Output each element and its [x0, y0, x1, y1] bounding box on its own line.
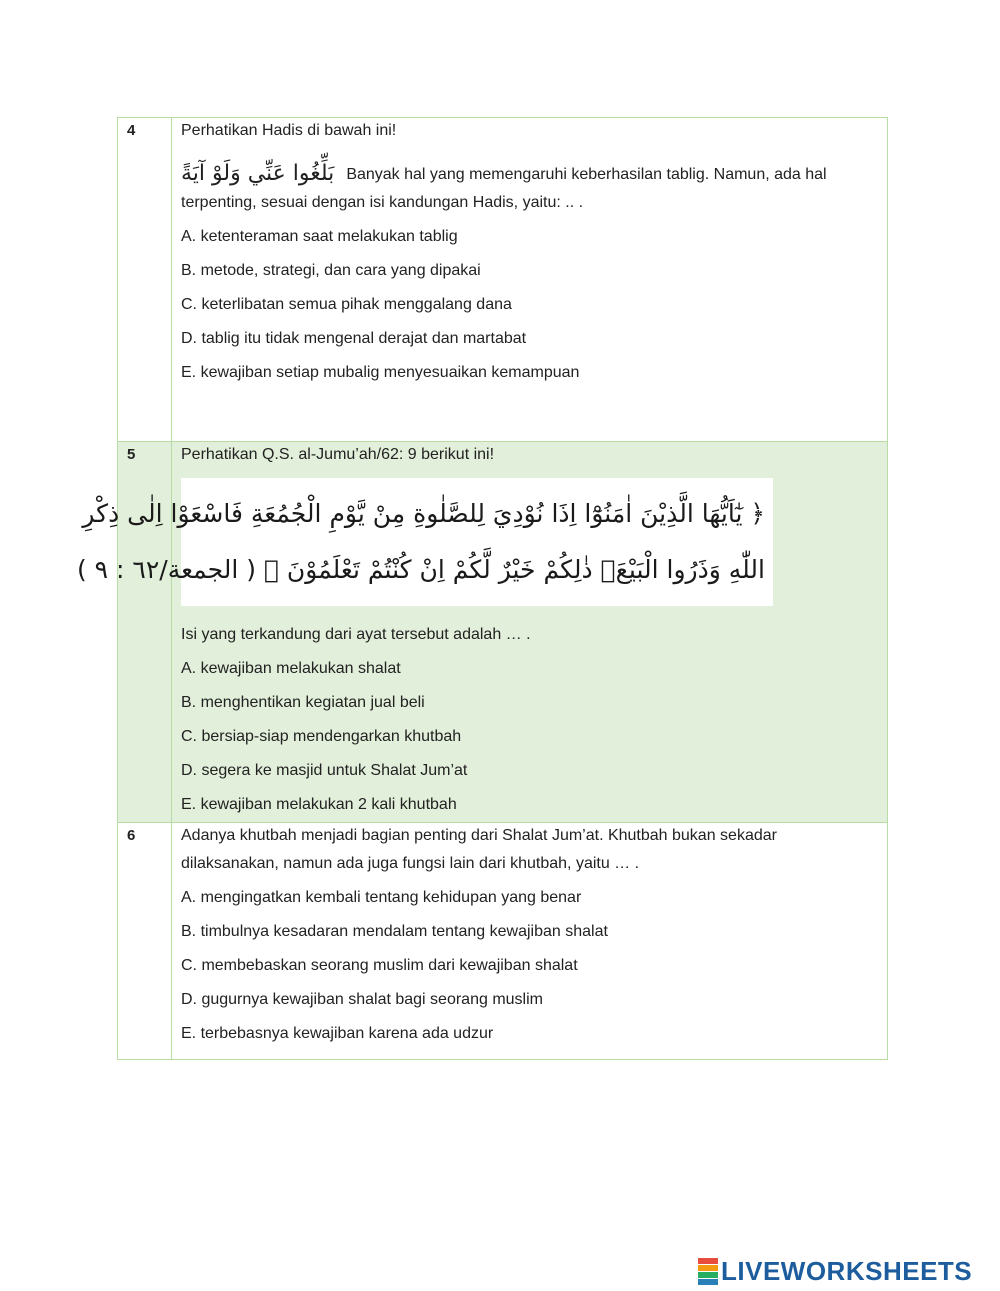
- question-number: 5: [118, 442, 172, 823]
- logo-icon: [698, 1258, 718, 1285]
- hadis-row: [181, 142, 887, 186]
- logo-text: LIVEWORKSHEETS: [721, 1256, 973, 1286]
- question-text-continued: terpenting, sesuai dengan isi kandungan Hadis, yaitu: .. .: [181, 194, 584, 211]
- question-text-continued: dilaksanakan, namun ada juga fungsi lain dari khutbah, yaitu … .: [181, 855, 640, 872]
- liveworksheets-logo: [698, 1257, 972, 1285]
- question-text: Isi yang terkandung dari ayat tersebut adalah … .: [181, 626, 531, 643]
- question-table: [76, 117, 888, 1060]
- option-b[interactable]: B. menghentikan kegiatan jual beli: [181, 694, 425, 711]
- option-d[interactable]: D. gugurnya kewajiban shalat bagi seorang muslim: [181, 991, 543, 1008]
- option-e[interactable]: E. kewajiban melakukan 2 kali khutbah: [181, 796, 457, 813]
- question-intro: Perhatikan Hadis di bawah ini!: [181, 122, 397, 139]
- question-number: 6: [118, 823, 172, 1060]
- option-c[interactable]: C. membebaskan seorang muslim dari kewajiban shalat: [181, 957, 578, 974]
- option-b[interactable]: B. metode, strategi, dan cara yang dipakai: [181, 262, 481, 279]
- option-a[interactable]: A. kewajiban melakukan shalat: [181, 660, 401, 677]
- question-text: Adanya khutbah menjadi bagian penting dari Shalat Jum’at. Khutbah bukan sekadar: [181, 827, 777, 844]
- ayat-line-2: اللّٰهِ وَذَرُوا الْبَيْعَۗ ذٰلِكُمْ خَيْرٌ لَّكُمْ اِنْ كُنْتُمْ تَعْلَمُوْنَ ﴾ ( الجمعة/٦٢ : ٩ ): [76, 555, 765, 584]
- question-number: 4: [118, 118, 172, 442]
- option-e[interactable]: E. terbebasnya kewajiban karena ada udzur: [181, 1025, 494, 1042]
- quran-verse-image: [76, 478, 773, 606]
- logo-bar: [698, 1258, 718, 1264]
- hadis-arabic: بَلِّغُوا عَنِّي وَلَوْ آيَةً: [181, 161, 335, 186]
- logo-bar: [698, 1265, 718, 1271]
- option-a[interactable]: A. ketenteraman saat melakukan tablig: [181, 228, 458, 245]
- question-content: [172, 823, 888, 1060]
- option-c[interactable]: C. keterlibatan semua pihak menggalang dana: [181, 296, 512, 313]
- option-e[interactable]: E. kewajiban setiap mubalig menyesuaikan kemampuan: [181, 364, 580, 381]
- logo-bar: [698, 1279, 718, 1285]
- option-a[interactable]: A. mengingatkan kembali tentang kehidupan yang benar: [181, 889, 582, 906]
- question-row: [118, 442, 888, 823]
- logo-bar: [698, 1272, 718, 1278]
- question-content: [172, 118, 888, 442]
- option-d[interactable]: D. segera ke masjid untuk Shalat Jum’at: [181, 762, 468, 779]
- question-intro: Perhatikan Q.S. al-Jumu’ah/62: 9 berikut ini!: [181, 446, 495, 463]
- ayat-line-1: ﴿ يٰٓاَيُّهَا الَّذِيْنَ اٰمَنُوْٓا اِذَا نُوْدِيَ لِلصَّلٰوةِ مِنْ يَّوْمِ الْجُمُعَةِ فَاسْعَوْا اِلٰى ذِكْرِ: [82, 499, 765, 528]
- option-c[interactable]: C. bersiap-siap mendengarkan khutbah: [181, 728, 462, 745]
- question-content: [76, 442, 888, 823]
- option-d[interactable]: D. tablig itu tidak mengenal derajat dan martabat: [181, 330, 527, 347]
- question-row: [118, 823, 888, 1060]
- option-b[interactable]: B. timbulnya kesadaran mendalam tentang kewajiban shalat: [181, 923, 608, 940]
- question-text: Banyak hal yang memengaruhi keberhasilan tablig. Namun, ada hal: [346, 166, 827, 183]
- question-row: [118, 118, 888, 442]
